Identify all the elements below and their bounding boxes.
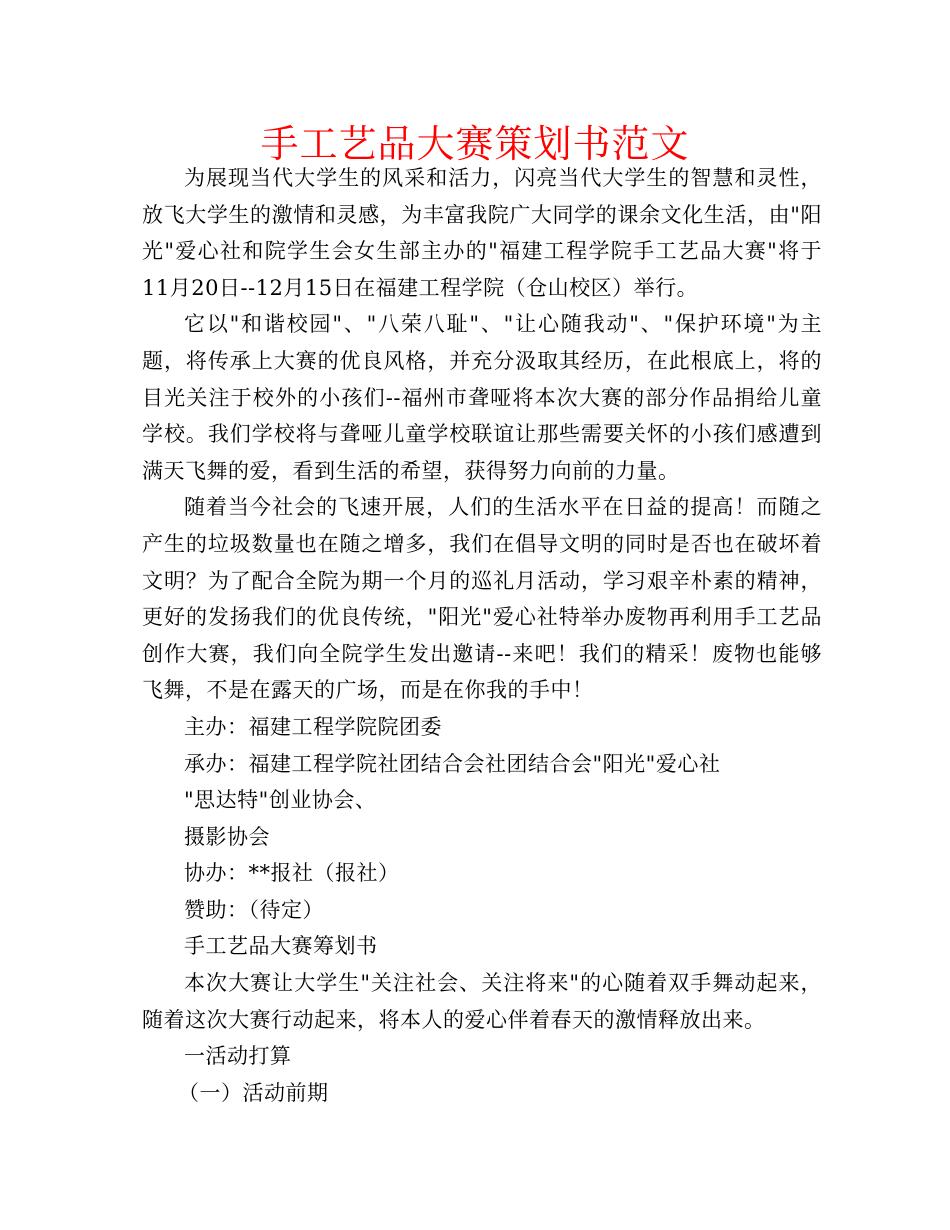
line-organizer: 主办：福建工程学院院团委 (184, 714, 442, 739)
line-sponsor: 赞助：（待定） (184, 897, 324, 922)
paragraph-spirit: 本次大赛让大学生"关注社会、关注将来"的心随着双手舞动起来，随着这次大赛行动起来，将本人的爱心伴着春天的激情释放出来。 (142, 971, 822, 1032)
document-body (142, 160, 822, 1111)
line-undertaker: 承办：福建工程学院社团结合会社团结合会"阳光"爱心社 (184, 751, 721, 776)
paragraph-theme: 它以"和谐校园"、"八荣八耻"、"让心随我动"、"保护环境"为主题，将传承上大赛的优良风格，并充分汲取其经历，在此根底上，将的目光关注于校外的小孩们--福州市聋哑将本次大赛的部分作品捐给儿童学校。我们学校将与聋哑儿童学校联谊让那些需要关怀的小孩们感遭到满天飞舞的爱，看到生活的希望，获得努力向前的力量。 (142, 312, 822, 483)
subsection-heading: （一）活动前期 (178, 1080, 329, 1105)
paragraph-intro: 为展现当代大学生的风采和活力，闪亮当代大学生的智慧和灵性，放飞大学生的激情和灵感，为丰富我院广大同学的课余文化生活，由"阳光"爱心社和院学生会女生部主办的"福建工程学院手工艺品大赛"将于11月20日--12月15日在福建工程学院（仓山校区）举行。 (142, 166, 822, 300)
line-undertaker-2: "思达特"创业协会、 (184, 788, 377, 813)
line-co-organizer: 协办：**报社（报社） (184, 861, 400, 886)
paragraph-background: 随着当今社会的飞速开展，人们的生活水平在日益的提高！而随之产生的垃圾数量也在随之增多，我们在倡导文明的同时是否也在破坏着文明？为了配合全院为期一个月的巡礼月活动，学习艰辛朴素的精神，更好的发扬我们的优良传统，"阳光"爱心社特举办废物再利用手工艺品创作大赛，我们向全院学生发出邀请--来吧！我们的精采！废物也能够飞舞，不是在露天的广场，而是在你我的手中！ (142, 495, 822, 703)
line-plan-heading: 手工艺品大赛筹划书 (184, 934, 378, 959)
document-title: 手工艺品大赛策划书范文 (260, 122, 690, 166)
line-undertaker-3: 摄影协会 (184, 824, 270, 849)
section-heading: 一活动打算 (184, 1044, 292, 1069)
